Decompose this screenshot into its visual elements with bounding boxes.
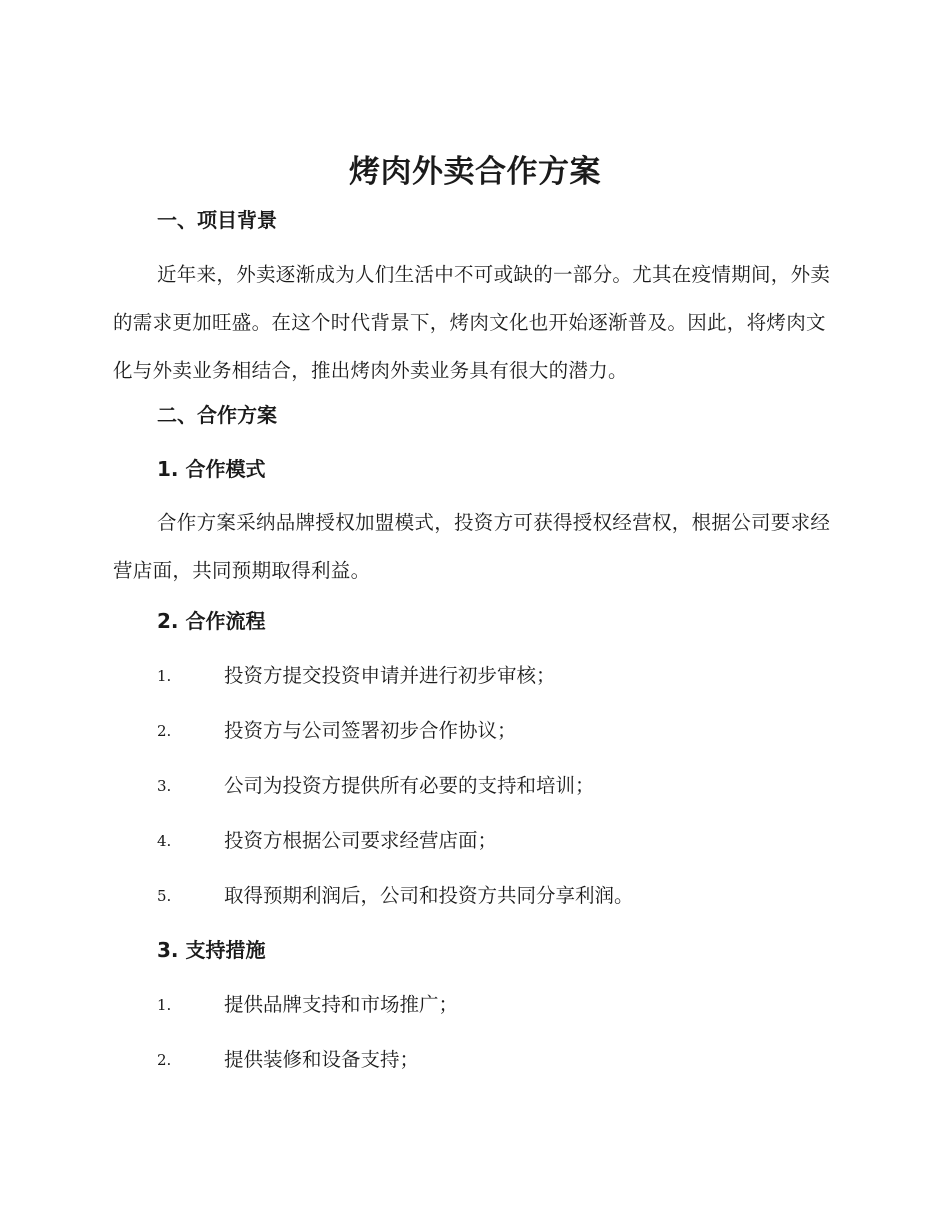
section-heading-background: 一、项目背景 [157,208,277,232]
list-item-number: 5. [157,887,172,905]
section-heading-cooperation-plan: 二、合作方案 [157,403,277,427]
list-item-text: 公司为投资方提供所有必要的支持和培训； [224,774,595,797]
list-item-number: 4. [157,832,172,850]
list-item-number: 1. [157,996,172,1014]
cooperation-mode-paragraph: 合作方案采纳品牌授权加盟模式，投资方可获得授权经营权，根据公司要求经营店面，共同预期取得利益。 [113,511,831,582]
list-item-number: 3. [157,777,172,795]
document-title: 烤肉外卖合作方案 [349,154,601,190]
list-item-text: 提供品牌支持和市场推广； [224,993,459,1016]
list-item-text: 投资方根据公司要求经营店面； [224,829,498,852]
subheading-support-measures: 3. 支持措施 [157,938,266,962]
list-item-number: 1. [157,667,172,685]
list-item-number: 2. [157,1051,172,1069]
list-item-text: 投资方提交投资申请并进行初步审核； [224,664,556,687]
subheading-cooperation-mode: 1. 合作模式 [157,457,266,481]
list-item-text: 投资方与公司签署初步合作协议； [224,719,517,742]
list-item-text: 提供装修和设备支持； [224,1048,420,1071]
background-paragraph: 近年来，外卖逐渐成为人们生活中不可或缺的一部分。尤其在疫情期间，外卖的需求更加旺盛。在这个时代背景下，烤肉文化也开始逐渐普及。因此，将烤肉文化与外卖业务相结合，推出烤肉外卖业务具有很大的潜力。 [113,263,831,382]
subheading-cooperation-process: 2. 合作流程 [157,609,266,633]
list-item-text: 取得预期利润后，公司和投资方共同分享利润。 [224,884,634,907]
list-item-number: 2. [157,722,172,740]
